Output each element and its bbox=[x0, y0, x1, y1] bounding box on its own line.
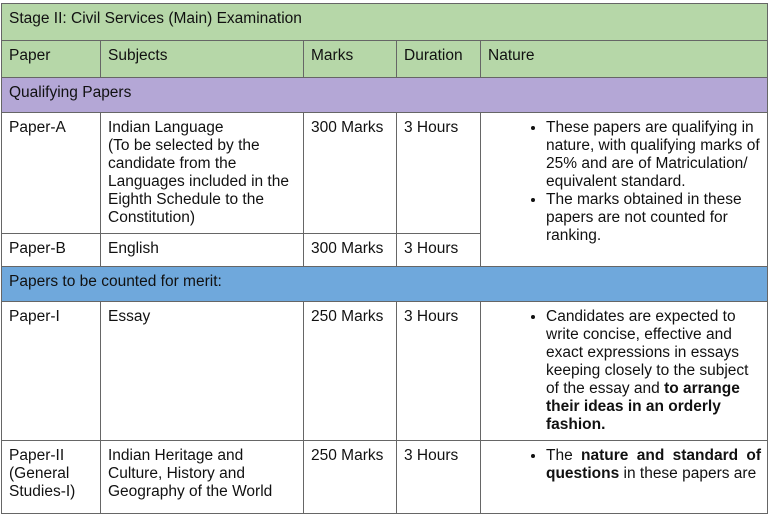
table-row bbox=[2, 302, 768, 441]
merit-section-row bbox=[2, 267, 768, 302]
merit-section-label: Papers to be counted for merit: bbox=[2, 267, 768, 302]
paper-a-duration: 3 Hours bbox=[397, 113, 481, 234]
paper-i-nature-text: Candidates are expected to write concise, effective and exact expressions in essays keeping closely to the subject of the essay and bbox=[546, 308, 749, 397]
header-row bbox=[2, 41, 768, 78]
qualifying-section-row bbox=[2, 78, 768, 113]
qualifying-nature bbox=[481, 113, 768, 267]
paper-i-nature-list bbox=[488, 308, 761, 434]
paper-b-name: Paper-B bbox=[2, 234, 101, 267]
header-marks: Marks bbox=[304, 41, 397, 78]
list-item: • The marks obtained in these papers are not counted for ranking. bbox=[546, 191, 761, 245]
paper-b-duration: 3 Hours bbox=[397, 234, 481, 267]
paper-a-name: Paper-A bbox=[2, 113, 101, 234]
list-item bbox=[546, 308, 761, 434]
table-row bbox=[2, 113, 768, 234]
paper-i-subject: Essay bbox=[101, 302, 304, 441]
list-item: • These papers are qualifying in nature, with qualifying marks of 25% and are of Matriculation/ equivalent standard. bbox=[546, 119, 761, 191]
table-title-row bbox=[2, 4, 768, 41]
paper-a-subject bbox=[101, 113, 304, 234]
paper-a-subject-title: Indian Language bbox=[108, 119, 224, 136]
exam-table bbox=[1, 3, 768, 514]
header-duration: Duration bbox=[397, 41, 481, 78]
paper-ii-nature-pre: The bbox=[546, 447, 573, 464]
paper-i-name: Paper-I bbox=[2, 302, 101, 441]
paper-ii-name-line1: Paper-II bbox=[9, 447, 65, 464]
paper-i-duration: 3 Hours bbox=[397, 302, 481, 441]
paper-ii-name-line2: (General Studies-I) bbox=[9, 465, 76, 500]
paper-a-marks: 300 Marks bbox=[304, 113, 397, 234]
header-subjects: Subjects bbox=[101, 41, 304, 78]
table-title: Stage II: Civil Services (Main) Examination bbox=[2, 4, 768, 41]
paper-i-marks: 250 Marks bbox=[304, 302, 397, 441]
paper-ii-duration: 3 Hours bbox=[397, 441, 481, 514]
paper-ii-marks: 250 Marks bbox=[304, 441, 397, 514]
paper-b-marks: 300 Marks bbox=[304, 234, 397, 267]
paper-ii-nature-post: in these papers are bbox=[623, 465, 757, 482]
paper-i-nature-bold: to arrange their ideas in an orderly fashion. bbox=[546, 380, 740, 433]
paper-b-subject: English bbox=[101, 234, 304, 267]
qualifying-nature-list bbox=[488, 119, 761, 245]
table-row bbox=[2, 441, 768, 514]
paper-i-nature bbox=[481, 302, 768, 441]
paper-ii-name bbox=[2, 441, 101, 514]
list-item bbox=[546, 447, 761, 483]
header-paper: Paper bbox=[2, 41, 101, 78]
qualifying-section-label: Qualifying Papers bbox=[2, 78, 768, 113]
header-nature: Nature bbox=[481, 41, 768, 78]
paper-ii-nature bbox=[481, 441, 768, 514]
paper-a-subject-note: (To be selected by the candidate from the Languages included in the Eighth Schedule to the Constitution) bbox=[108, 137, 289, 226]
paper-ii-subject: Indian Heritage and Culture, History and Geography of the World bbox=[101, 441, 304, 514]
paper-ii-nature-list bbox=[488, 447, 761, 483]
paper-ii-nature-bold: nature and standard of questions bbox=[546, 447, 762, 482]
